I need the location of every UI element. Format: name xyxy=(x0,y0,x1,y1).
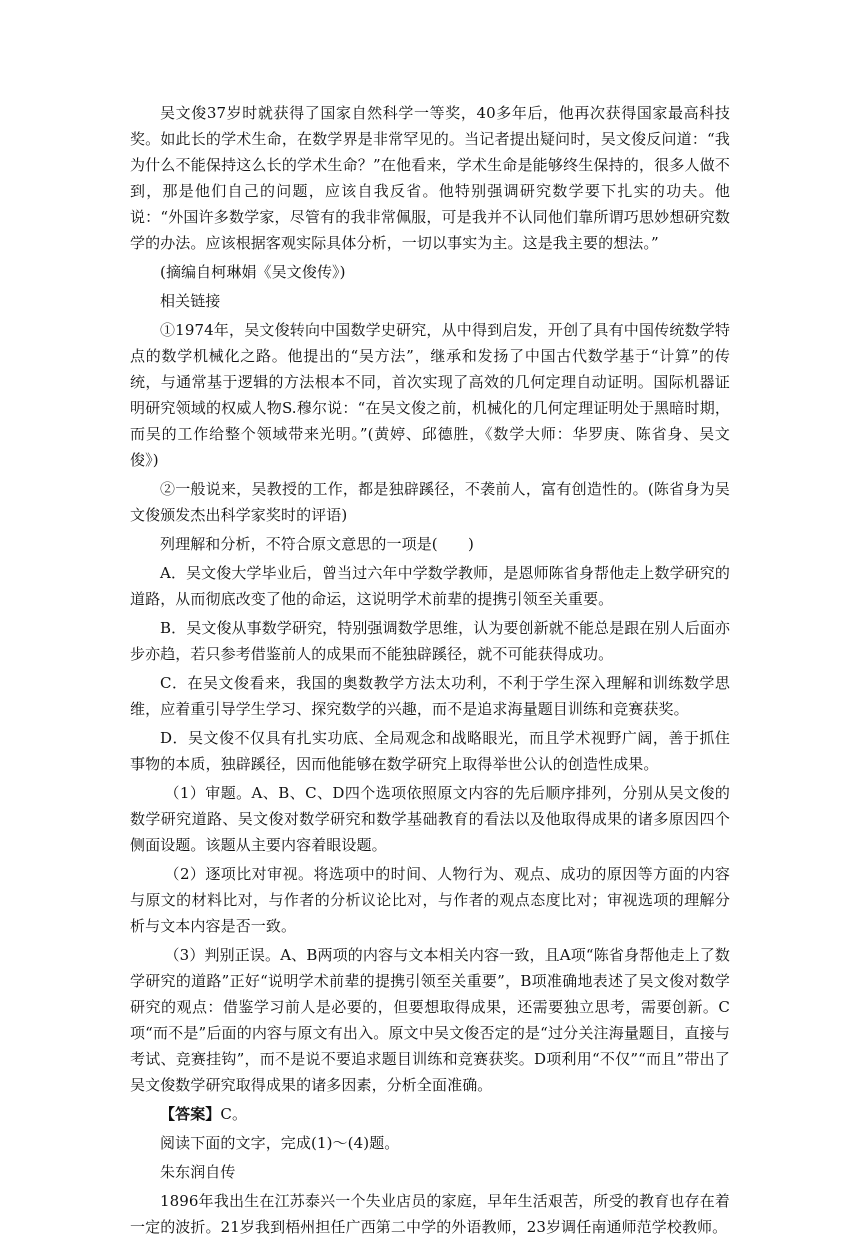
related-links-heading: 相关链接 xyxy=(160,292,221,310)
option-c: C．在吴文俊看来，我国的奥数教学方法太功利，不利于学生深入理解和训练数学思维，应着重引导学生学习、探究数学的兴趣，而不是追求海量题目训练和竞赛获奖。 xyxy=(130,674,730,718)
option-d: D．吴文俊不仅具有扎实功底、全局观念和战略眼光，而且学术视野广阔，善于抓住事物的本质，独辟蹊径，因而他能够在数学研究上取得举世公认的创造性成果。 xyxy=(130,729,730,773)
answer-line xyxy=(130,1101,730,1127)
next-passage-instruction: 阅读下面的文字，完成(1)～(4)题。 xyxy=(160,1134,400,1152)
document-page xyxy=(130,100,730,1243)
option-b: B．吴文俊从事数学研究，特别强调数学思维，认为要创新就不能总是跟在别人后面亦步亦趋，若只参考借鉴前人的成果而不能独辟蹊径，就不可能获得成功。 xyxy=(130,619,730,663)
answer-value: C。 xyxy=(220,1105,248,1123)
analysis-step-3: （3）判别正误。A、B两项的内容与文本相关内容一致，且A项“陈省身帮他走上了数学研究的道路”正好“说明学术前辈的提携引领至关重要”，B项准确地表述了吴文俊对数学研究的观点：借鉴学习前人是必要的，但要想取得成果，还需要独立思考，需要创新。C项“而不是”后面的内容与原文有出入。原文中吴文俊否定的是“过分关注海量题目，直接与考试、竞赛挂钩”，而不是说不要追求题目训练和竞赛获奖。D项利用“不仅”“而且”带出了吴文俊数学研究取得成果的诸多因素，分析全面准确。 xyxy=(130,946,730,1094)
paragraph-wu-academic-life: 吴文俊37岁时就获得了国家自然科学一等奖，40多年后，他再次获得国家最高科技奖。如此长的学术生命，在数学界是非常罕见的。当记者提出疑问时，吴文俊反问道：“我为什么不能保持这么长的学术生命？”在他看来，学术生命是能够终生保持的，很多人做不到，那是他们自己的问题，应该自我反省。他特别强调研究数学要下扎实的功夫。他说：“外国许多数学家，尽管有的我非常佩服，可是我并不认同他们靠所谓巧思妙想研究数学的办法。应该根据客观实际具体分析，一切以事实为主。这是我主要的想法。” xyxy=(130,104,730,252)
next-passage-paragraph: 1896年我出生在江苏泰兴一个失业店员的家庭，早年生活艰苦，所受的教育也存在着一定的波折。21岁我到梧州担任广西第二中学的外语教师，23岁调任南通师范学校教师。 xyxy=(130,1192,730,1236)
next-passage-title: 朱东润自传 xyxy=(160,1163,236,1181)
question-stem: 列理解和分析，不符合原文意思的一项是( ) xyxy=(160,535,474,553)
related-link-2: ②一般说来，吴教授的工作，都是独辟蹊径，不袭前人，富有创造性的。(陈省身为吴文俊颁发杰出科学家奖时的评语) xyxy=(130,480,730,524)
answer-label: 【答案】 xyxy=(160,1105,221,1123)
analysis-step-1: （1）审题。A、B、C、D四个选项依照原文内容的先后顺序排列，分别从吴文俊的数学研究道路、吴文俊对数学研究和数学基础教育的看法以及他取得成果的诸多原因四个侧面设题。该题从主要内容着眼设题。 xyxy=(130,784,730,854)
source-citation: (摘编自柯琳娟《吴文俊传》) xyxy=(160,263,346,281)
related-link-1: ①1974年，吴文俊转向中国数学史研究，从中得到启发，开创了具有中国传统数学特点的数学机械化之路。他提出的“吴方法”，继承和发扬了中国古代数学基于“计算”的传统，与通常基于逻辑的方法根本不同，首次实现了高效的几何定理自动证明。国际机器证明研究领域的权威人物S.穆尔说：“在吴文俊之前，机械化的几何定理证明处于黑暗时期，而吴的工作给整个领域带来光明。”(黄婷、邱德胜，《数学大师：华罗庚、陈省身、吴文俊》) xyxy=(130,321,730,469)
option-a: A．吴文俊大学毕业后，曾当过六年中学数学教师，是恩师陈省身帮他走上数学研究的道路，从而彻底改变了他的命运，这说明学术前辈的提携引领至关重要。 xyxy=(130,564,730,608)
analysis-step-2: （2）逐项比对审视。将选项中的时间、人物行为、观点、成功的原因等方面的内容与原文的材料比对，与作者的分析议论比对，与作者的观点态度比对；审视选项的理解分析与文本内容是否一致。 xyxy=(130,865,730,935)
